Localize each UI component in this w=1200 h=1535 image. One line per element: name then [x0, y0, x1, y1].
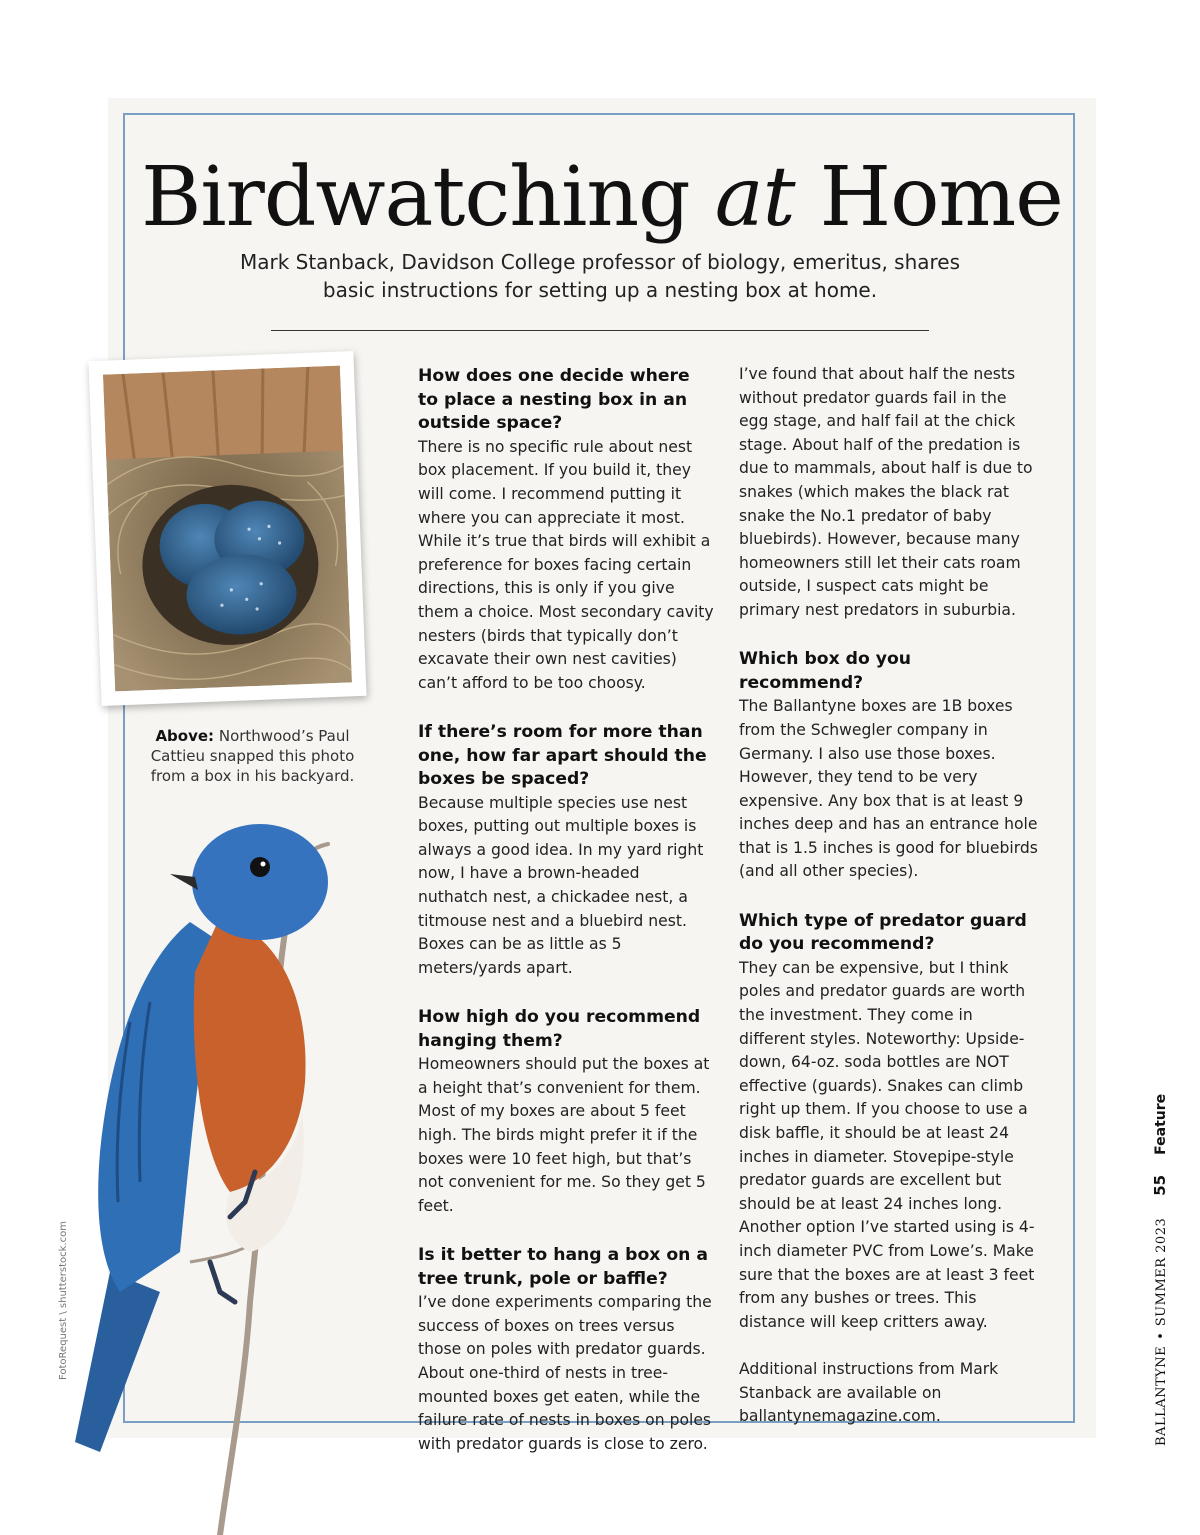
answer-3: Homeowners should put the boxes at a height that’s convenient for them. Most of my boxes are about 5 feet high. The birds might prefer it if the boxes were 10 feet high, but that’s not convenient for me. So they get 5 feet.: [418, 1055, 710, 1215]
separator-dot: •: [1154, 1332, 1169, 1340]
nest-photo: [88, 351, 366, 706]
answer-6: They can be expensive, but I think poles and predator guards are worth the investment. They come in different styles. Noteworthy: Upside-down, 64-oz. soda bottles are NOT effective (guards). Snakes can climb right up them. If you choose to use a disk baffle, it should be at least 24 inches in diameter. Stovepipe-style predator guards are excellent but should be at least 24 inches long. Another option I’ve started using is 4-inch diameter PVC from Lowe’s. Make sure that the boxes are at least 3 feet from any bushes or trees. This distance will keep critters away.: [739, 958, 1035, 1331]
subtitle: Mark Stanback, Davidson College professor of biology, emeritus, shares basic instructions for setting up a nesting box at home.: [239, 250, 961, 302]
nest-photo-image: [103, 366, 352, 692]
section-label: Feature: [1153, 1093, 1169, 1155]
bluebird-illustration: [70, 822, 370, 1535]
question-6: Which type of predator guard do you recommend?: [739, 910, 1027, 955]
photo-credit: FotoRequest \ shutterstock.com: [58, 1221, 69, 1380]
caption-lead: Above:: [155, 727, 215, 745]
page-title: Birdwatching at Home: [141, 150, 1063, 245]
question-1: How does one decide where to place a nesting box in an outside space?: [418, 366, 690, 434]
question-2: If there’s room for more than one, how far apart should the boxes be spaced?: [418, 721, 707, 790]
article-column-1: [418, 363, 714, 1480]
answer-4: I’ve done experiments comparing the success of boxes on trees versus those on poles with predator guards. About one-third of nests in tree-mounted boxes get eaten, while the failure rate of nests in boxes on poles with predator guards is close to zero.: [418, 1293, 712, 1453]
page-folio: [1150, 1094, 1169, 1446]
question-4: Is it better to hang a box on a tree trunk, pole or baffle?: [418, 1244, 708, 1289]
divider: [271, 330, 929, 331]
issue-date: SUMMER 2023: [1154, 1217, 1169, 1327]
question-3: How high do you recommend hanging them?: [418, 1007, 701, 1051]
answer-5: The Ballantyne boxes are 1B boxes from the Schwegler company in Germany. I also use those boxes. However, they tend to be very expensive. Any box that is at least 9 inches deep and has an entrance hole that is 1.5 inches is good for bluebirds (and all other species).: [739, 697, 1038, 881]
answer-2: Because multiple species use nest boxes, putting out multiple boxes is always a good idea. In my yard right now, I have a brown-headed nuthatch nest, a chickadee nest, a titmouse nest and a bluebird nest. Boxes can be as little as 5 meters/yards apart.: [418, 793, 704, 977]
page-number: 55: [1151, 1174, 1169, 1196]
photo-caption: [150, 726, 355, 786]
magazine-name: BALLANTYNE: [1154, 1345, 1169, 1446]
answer-1: There is no specific rule about nest box placement. If you build it, they will come. I recommend putting it where you can appreciate it most. While it’s true that birds will exhibit a preference for boxes facing certain directions, this is only if you give them a choice. Most secondary cavity nesters (birds that typically don’t excavate their own nest cavities) can’t afford to be too choosy.: [418, 437, 714, 692]
question-5: Which box do you recommend?: [739, 649, 912, 693]
answer-4-continued: I’ve found that about half the nests without predator guards fail in the egg stage, and half fail at the chick stage. About half of the predation is due to mammals, about half is due to snakes (which makes the black rat snake the No.1 predator of baby bluebirds). However, because many homeowners still let their cats roam outside, I suspect cats might be primary nest predators in suburbia.: [739, 365, 1033, 619]
closing-note: Additional instructions from Mark Stanback are available on ballantynemagazine.com.: [739, 1359, 999, 1426]
caption-text: Northwood’s Paul Cattieu snapped this photo from a box in his backyard.: [150, 727, 355, 785]
article-column-2: [739, 363, 1039, 1452]
